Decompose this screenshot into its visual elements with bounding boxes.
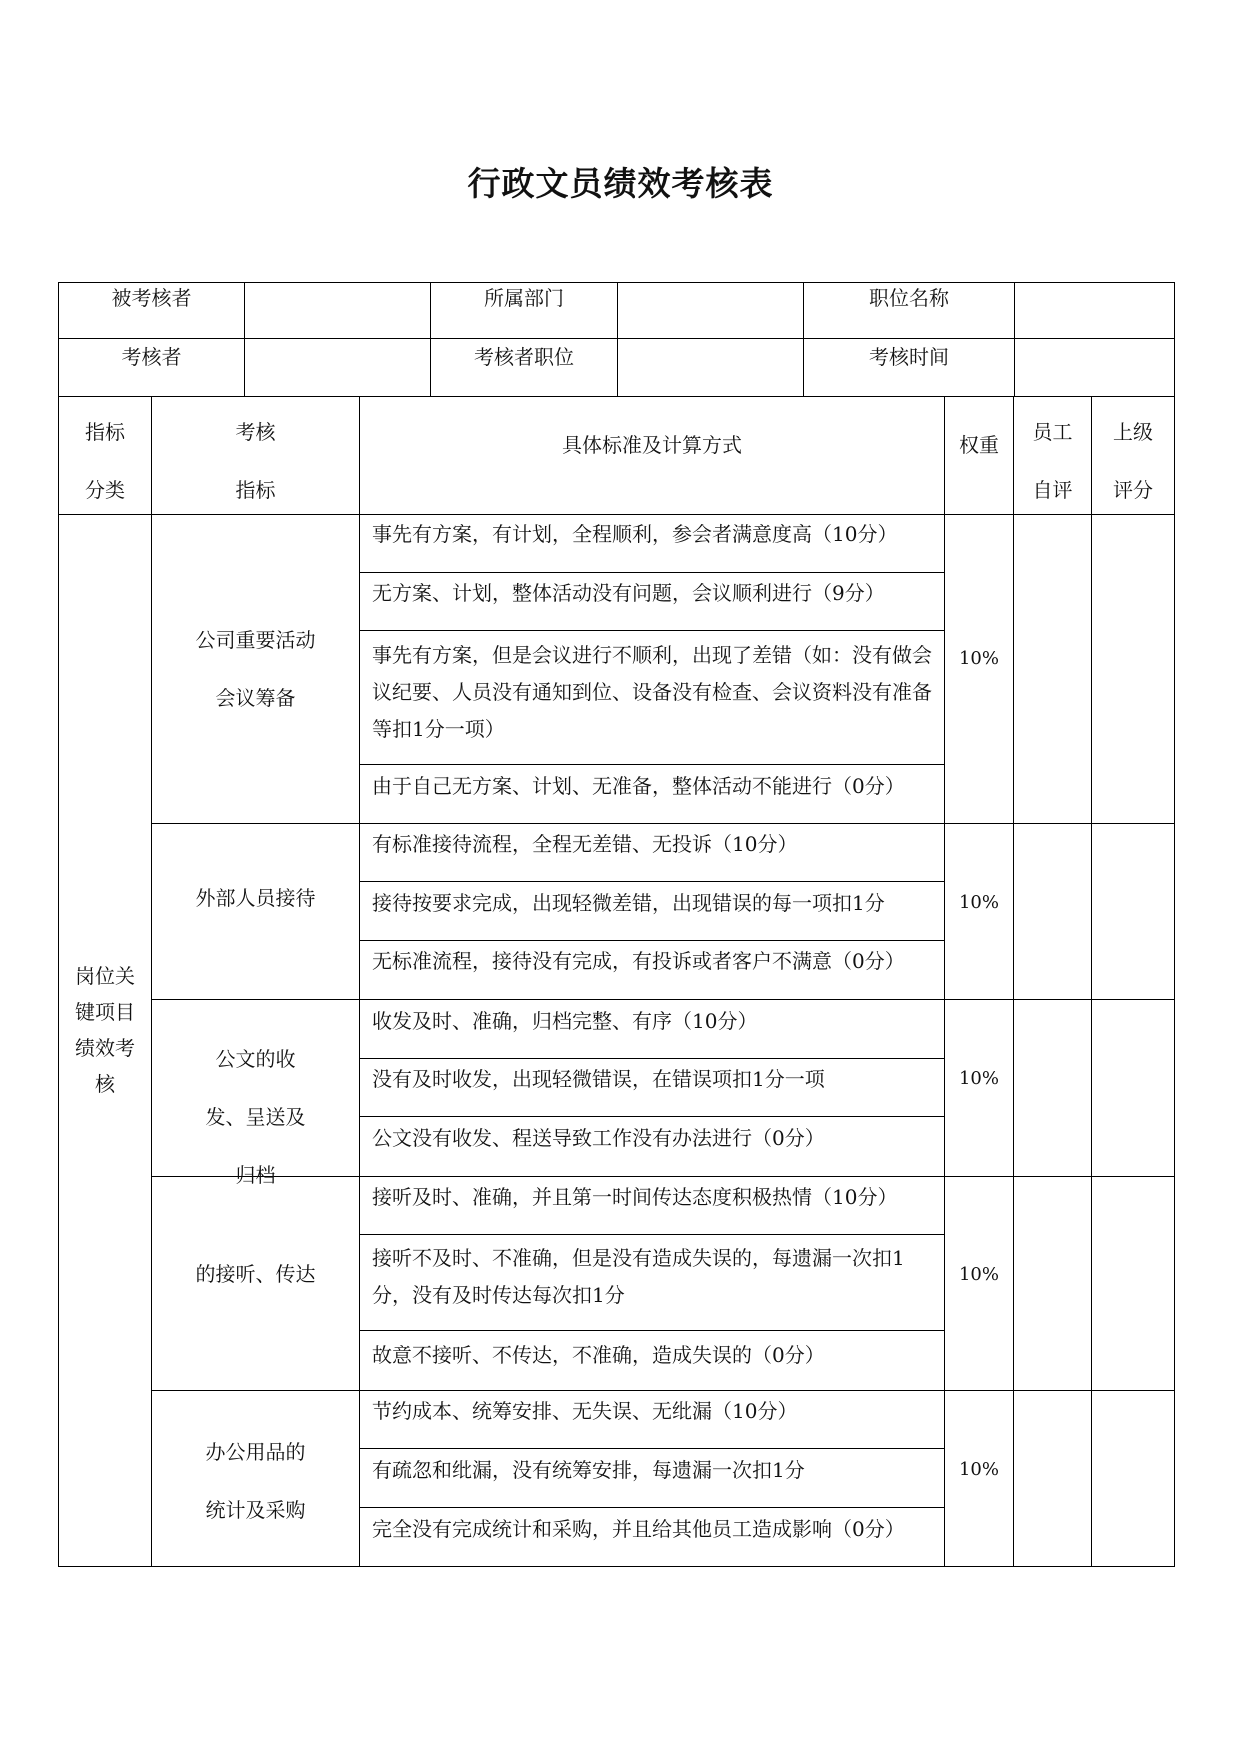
criteria-5-3: 完全没有完成统计和采购，并且给其他员工造成影响（0分） [372,1517,905,1541]
header-criteria: 具体标准及计算方式 [562,433,742,457]
criteria-1-3: 事先有方案，但是会议进行不顺利，出现了差错（如：没有做会议纪要、人员没有通知到位、设备没有检查、会议资料没有准备等扣1分一项） [372,643,932,741]
item-name-5-text: 办公用品的统计及采购 [205,1440,306,1522]
item-weight-1: 10% [958,648,999,669]
review-time-value[interactable] [1015,340,1174,396]
criteria-5-1: 节约成本、统筹安排、无失误、无纰漏（10分） [372,1399,798,1423]
reviewer-position-label: 考核者职位 [474,345,574,369]
header-supervisor-eval [1092,403,1174,519]
criteria-1-1: 事先有方案，有计划，全程顺利，参会者满意度高（10分） [372,522,898,546]
item-weight-4: 10% [958,1264,999,1285]
category-cell [59,958,151,1102]
criteria-1-2: 无方案、计划，整体活动没有问题，会议顺利进行（9分） [372,581,885,605]
criteria-2-1: 有标准接待流程，全程无差错、无投诉（10分） [372,832,798,856]
criteria-2-2: 接待按要求完成，出现轻微差错，出现错误的每一项扣1分 [372,891,885,915]
item-weight-3: 10% [958,1068,999,1089]
item-name-3-text: 公文的收发、呈送及归档 [205,1047,306,1187]
criteria-5-2: 有疏忽和纰漏，没有统筹安排，每遗漏一次扣1分 [372,1458,805,1482]
supervisor-eval-cell-5[interactable] [1092,1391,1174,1566]
criteria-2-3: 无标准流程，接待没有完成，有投诉或者客户不满意（0分） [372,949,905,973]
reviewer-value[interactable] [245,340,430,396]
position-label: 职位名称 [869,286,949,310]
self-eval-cell-4[interactable] [1014,1177,1091,1390]
item-name-4: 的接听、传达 [195,1262,316,1286]
self-eval-cell-3[interactable] [1014,1000,1091,1176]
criteria-4-1: 接听及时、准确，并且第一时间传达态度积极热情（10分） [372,1185,898,1209]
criteria-3-2: 没有及时收发，出现轻微错误，在错误项扣1分一项 [372,1067,825,1091]
criteria-3-1: 收发及时、准确，归档完整、有序（10分） [372,1009,758,1033]
header-category [59,403,151,519]
supervisor-eval-cell-4[interactable] [1092,1177,1174,1390]
self-eval-cell-5[interactable] [1014,1391,1091,1566]
header-self-eval [1014,403,1091,519]
header-weight: 权重 [959,433,999,457]
item-weight-5: 10% [958,1459,999,1480]
reviewer-position-value[interactable] [618,340,803,396]
self-eval-cell-1[interactable] [1014,515,1091,823]
page-title: 行政文员绩效考核表 [467,164,774,203]
supervisor-eval-cell-1[interactable] [1092,515,1174,823]
reviewee-label: 被考核者 [111,286,192,310]
position-value[interactable] [1015,284,1174,338]
item-weight-2: 10% [958,892,999,913]
supervisor-eval-cell-3[interactable] [1092,1000,1174,1176]
criteria-4-2: 接听不及时、不准确，但是没有造成失误的，每遗漏一次扣1分，没有及时传达每次扣1分 [372,1246,905,1307]
supervisor-eval-cell-2[interactable] [1092,824,1174,999]
criteria-3-3: 公文没有收发、程送导致工作没有办法进行（0分） [372,1126,825,1150]
reviewee-value[interactable] [245,284,430,338]
header-category-text: 指标分类 [85,420,125,502]
self-eval-cell-2[interactable] [1014,824,1091,999]
header-indicator-text: 考核指标 [235,420,276,502]
item-name-5 [152,1423,359,1539]
review-time-label: 考核时间 [869,345,949,369]
department-label: 所属部门 [484,286,564,310]
header-supervisor-eval-text: 上级评分 [1113,420,1153,502]
item-name-2: 外部人员接待 [195,886,316,910]
criteria-1-4: 由于自己无方案、计划、无准备，整体活动不能进行（0分） [372,774,905,798]
criteria-4-3: 故意不接听、不传达，不准确，造成失误的（0分） [372,1343,825,1367]
item-name-1 [152,611,359,727]
header-indicator [152,403,359,519]
category-text: 岗位关键项目绩效考核 [75,964,135,1096]
department-value[interactable] [618,284,803,338]
header-self-eval-text: 员工自评 [1032,420,1073,502]
item-name-3 [152,1030,359,1204]
reviewer-label: 考核者 [121,345,182,369]
item-name-1-text: 公司重要活动会议筹备 [195,628,316,710]
